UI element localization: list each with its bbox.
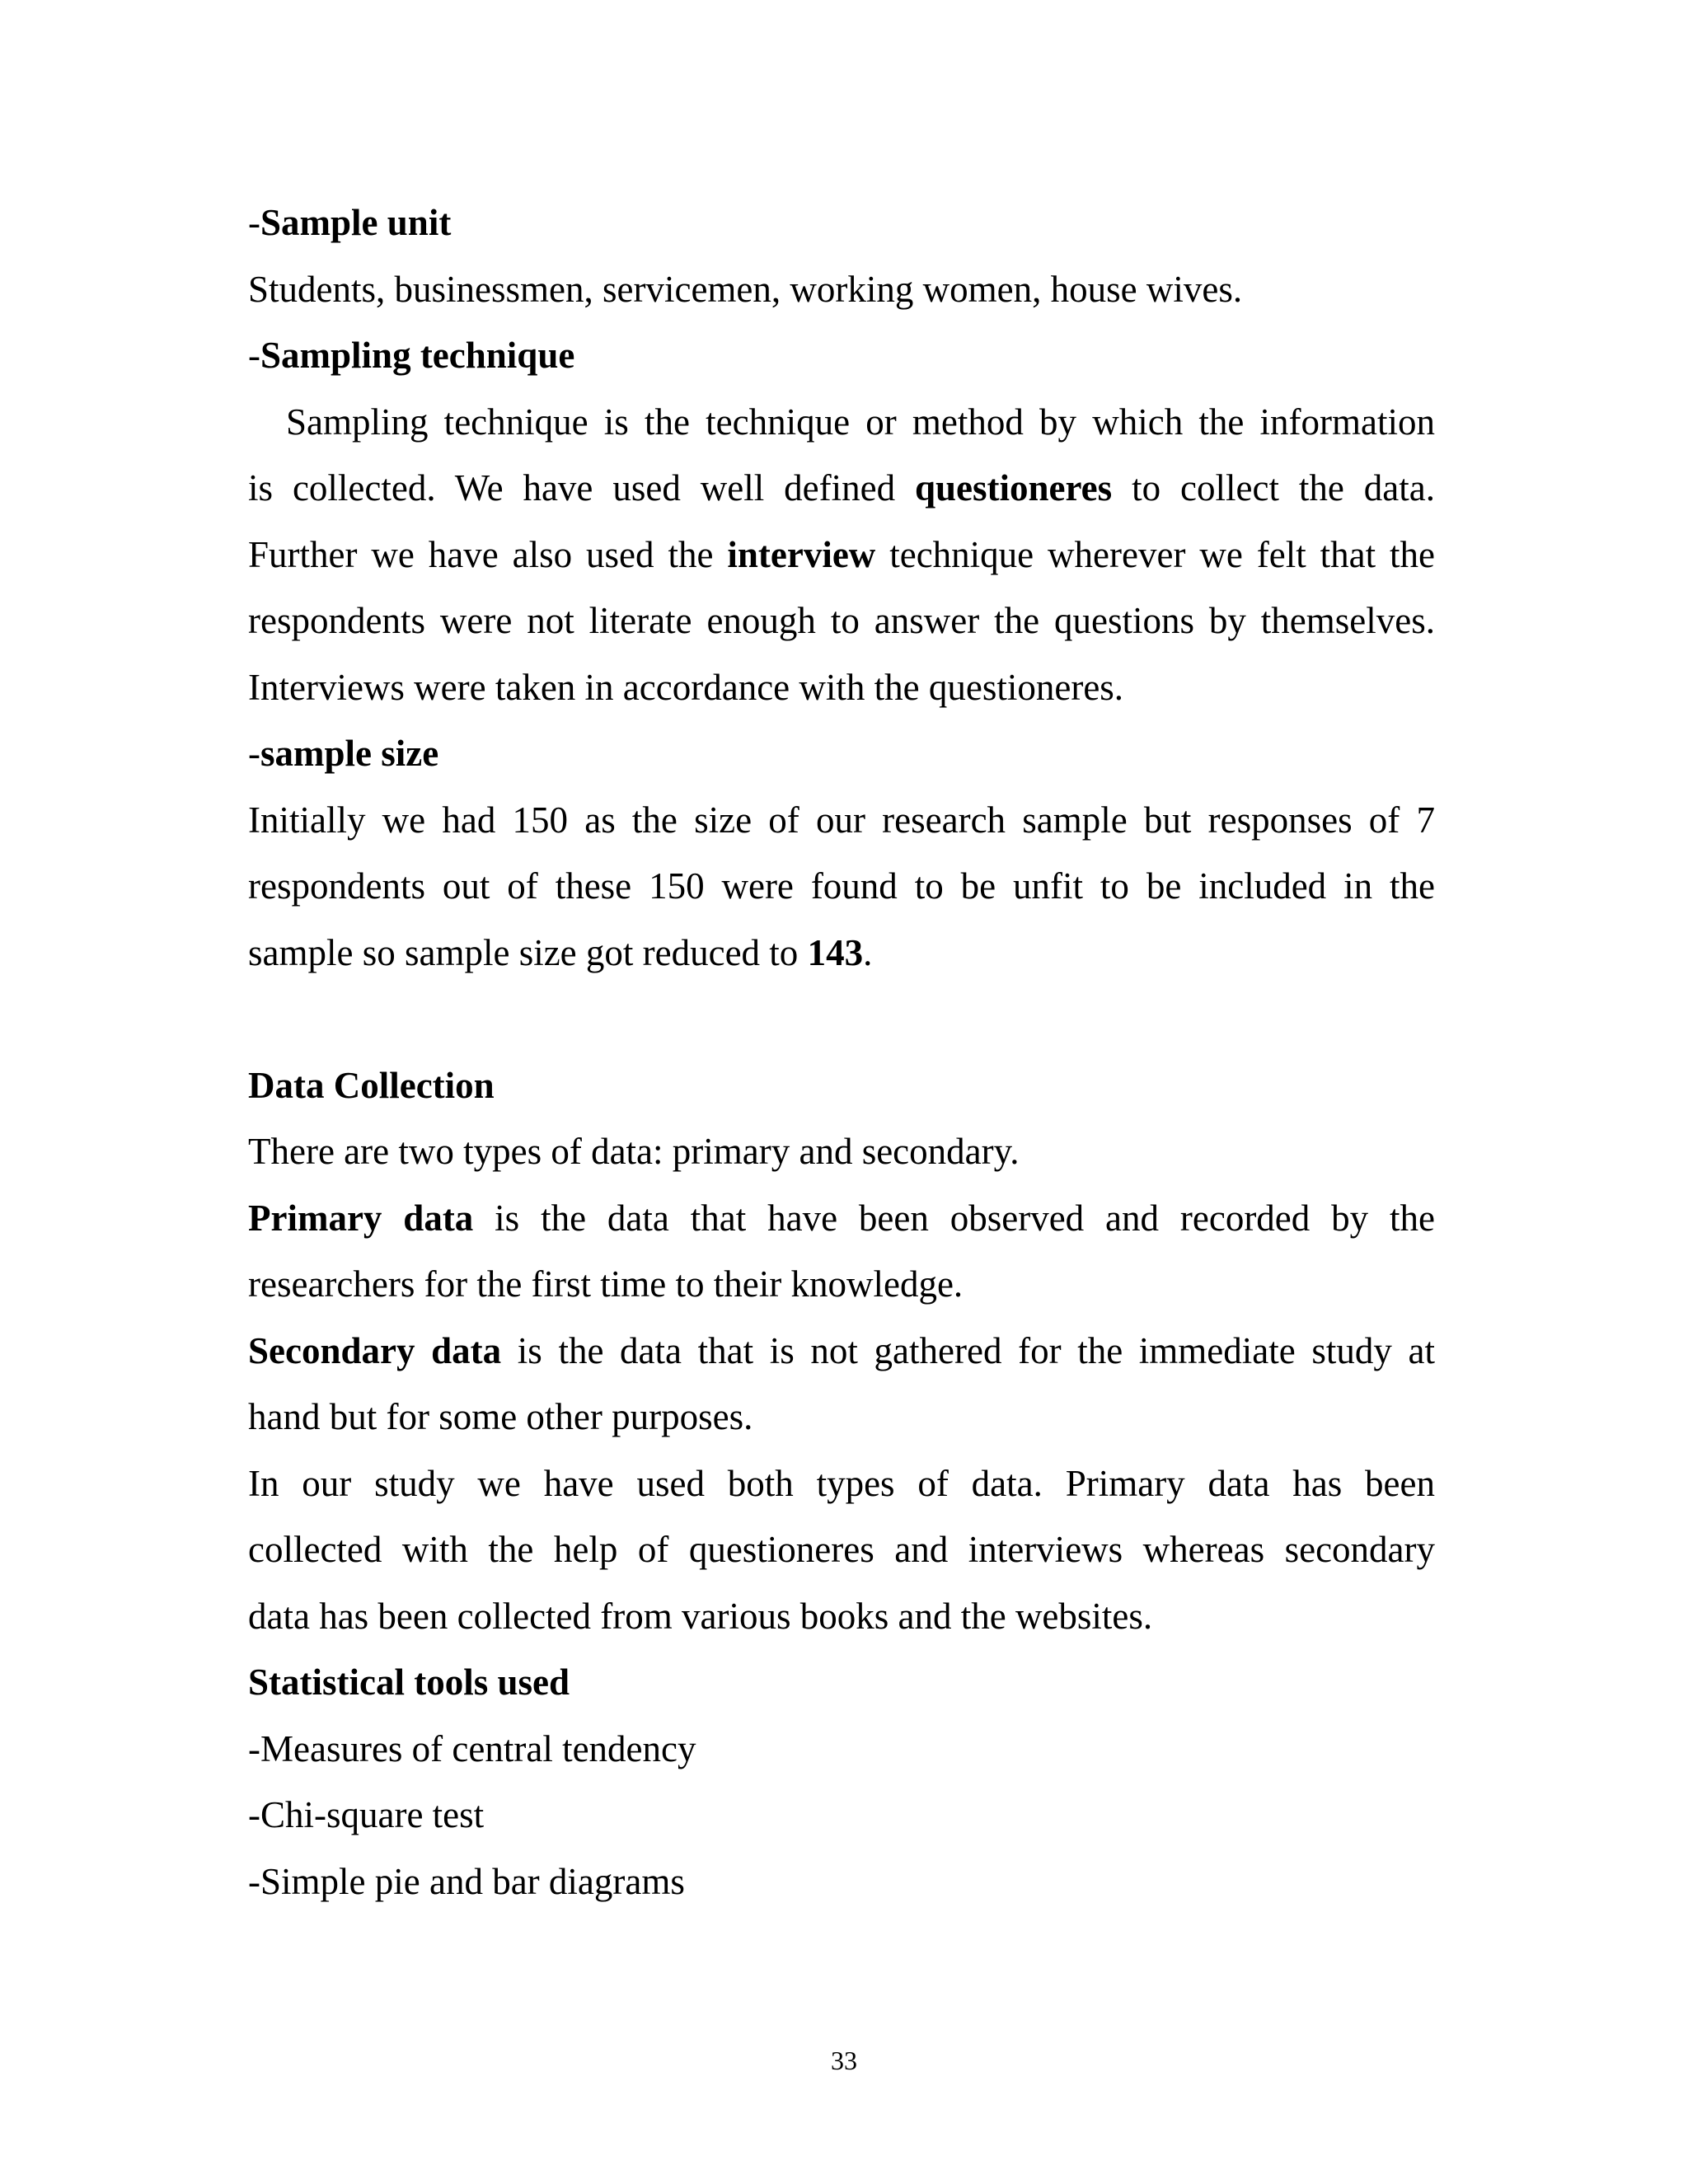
text-run: is collected. We have used well defined — [248, 467, 915, 509]
study-line-3: data has been collected from various books and the websites. — [248, 1595, 1153, 1637]
sampling-technique-line-4: respondents were not literate enough to answer the questions by themselves. — [248, 600, 1435, 641]
heading-text: sample size — [260, 733, 439, 774]
paragraph-gap — [248, 986, 1435, 1052]
sampling-technique-line-1: Sampling technique is the technique or method by which the information — [286, 401, 1435, 443]
heading-dash: - — [248, 202, 260, 243]
secondary-data-line-2: hand but for some other purposes. — [248, 1396, 753, 1437]
text-run: is the data that is not gathered for the immediate study at — [501, 1329, 1435, 1371]
primary-data-line-1 — [248, 1185, 1435, 1252]
heading-dash: - — [248, 733, 260, 774]
sample-size-heading — [248, 720, 1435, 787]
text-run: Further we have also used the — [248, 533, 728, 575]
sample-unit-text: Students, businessmen, servicemen, working women, house wives. — [248, 268, 1243, 310]
statistical-tools-heading: Statistical tools used — [248, 1661, 570, 1703]
primary-data-line-2: researchers for the first time to their knowledge. — [248, 1263, 964, 1305]
sample-size-line-3 — [248, 920, 1435, 987]
sample-size-line-2: respondents out of these 150 were found to be unfit to be included in the — [248, 865, 1435, 907]
bold-term-interview: interview — [727, 533, 876, 575]
page-number: 33 — [831, 2046, 857, 2075]
sample-unit-heading — [248, 190, 1435, 256]
text-run: to collect the data. — [1112, 467, 1435, 509]
statistical-tool-item: -Simple pie and bar diagrams — [248, 1860, 685, 1902]
text-run: . — [863, 931, 873, 973]
sampling-technique-line-3 — [248, 522, 1435, 588]
study-line-2: collected with the help of questioneres and interviews whereas secondary — [248, 1529, 1435, 1570]
sample-size-line-1: Initially we had 150 as the size of our research sample but responses of 7 — [248, 799, 1435, 841]
bold-term-questioneres: questioneres — [915, 467, 1113, 509]
heading-dash: - — [248, 335, 260, 376]
bold-term-primary-data: Primary data — [248, 1197, 474, 1239]
sampling-technique-line-5: Interviews were taken in accordance with the questioneres. — [248, 666, 1124, 708]
study-line-1: In our study we have used both types of data. Primary data has been — [248, 1462, 1435, 1504]
text-run: is the data that have been observed and recorded by the — [473, 1197, 1436, 1239]
data-collection-intro: There are two types of data: primary and secondary. — [248, 1131, 1020, 1172]
sampling-technique-heading — [248, 322, 1435, 389]
sampling-technique-line-2 — [248, 455, 1435, 522]
statistical-tool-item: -Measures of central tendency — [248, 1727, 696, 1769]
text-run: sample so sample size got reduced to — [248, 931, 808, 973]
heading-text: Sample unit — [260, 202, 452, 243]
heading-text: Sampling technique — [260, 335, 575, 376]
bold-term-secondary-data: Secondary data — [248, 1329, 502, 1371]
page-content — [248, 190, 1435, 1915]
data-collection-heading: Data Collection — [248, 1064, 495, 1106]
text-run: technique wherever we felt that the — [875, 533, 1436, 575]
statistical-tool-item: -Chi-square test — [248, 1794, 485, 1835]
bold-sample-size-value: 143 — [807, 931, 864, 973]
secondary-data-line-1 — [248, 1318, 1435, 1385]
